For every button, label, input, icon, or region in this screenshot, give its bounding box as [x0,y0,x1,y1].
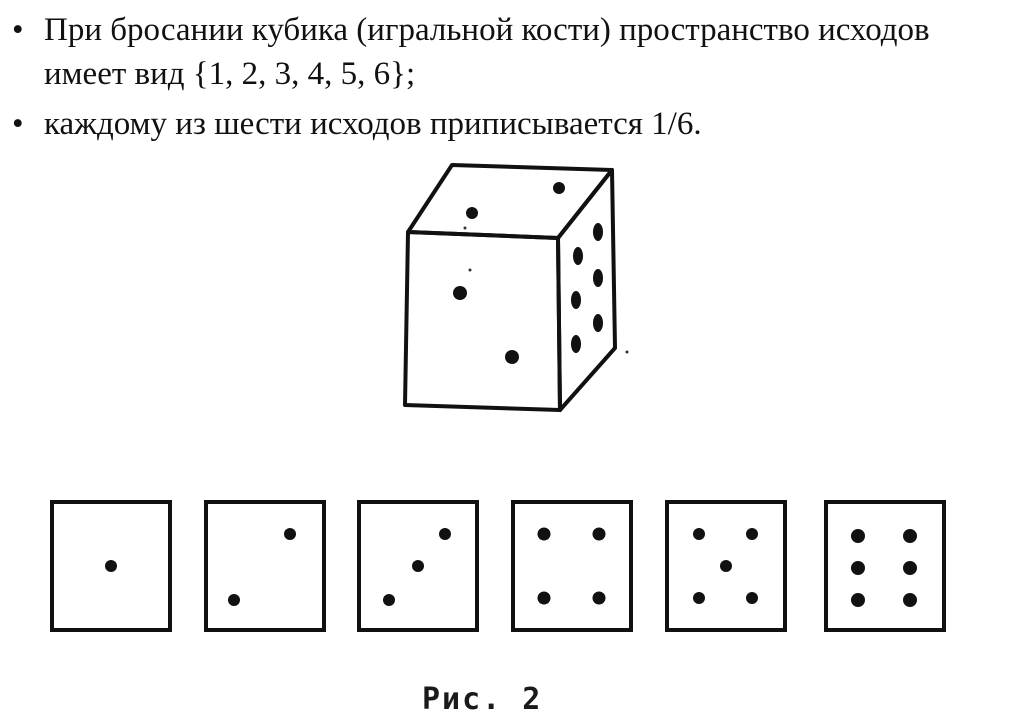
die-pip [593,528,606,541]
die-face-4 [513,502,631,630]
die-pip [439,528,451,540]
cube-side-pip [593,269,603,287]
cube-top-face [408,165,612,238]
cube-side-pip [571,291,581,309]
die-pip [284,528,296,540]
die-pip [228,594,240,606]
cube-front-pip [505,350,519,364]
die-pip [903,561,917,575]
figure-caption: Рис. 2 [422,682,543,717]
die-face-1 [52,502,170,630]
bullet-text: При бросании кубика (игральной кости) пространство исходов имеет вид {1, 2, 3, 4, 5, 6}; [44,12,930,92]
die-pip [538,528,551,541]
bullet-text: каждому из шести исходов приписывается 1/6. [44,106,702,142]
die-pip [851,593,865,607]
cube-side-pip [573,247,583,265]
cube-front-pip [453,286,467,300]
die-face-6 [826,502,944,630]
die-pip [412,560,424,572]
die-pip [383,594,395,606]
die-pip [903,529,917,543]
die-pip [538,592,551,605]
die-pip [720,560,732,572]
die-face-2 [206,502,324,630]
cube-side-pip [593,314,603,332]
die-pip [851,529,865,543]
die-pip [746,592,758,604]
die-pip [746,528,758,540]
bullet-item-sample-space [12,8,1012,96]
die-pip [693,592,705,604]
cube-side-pip [571,335,581,353]
bullet-marker: • [12,12,24,48]
bullet-marker: • [12,106,24,142]
cube-top-pip [553,182,565,194]
cube-side-pip [593,223,603,241]
die-pip [851,561,865,575]
cube-top-pip [466,207,478,219]
cube-front-face [405,232,560,410]
die-pip [593,592,606,605]
die-pip [903,593,917,607]
bullet-item-probability [12,102,1012,146]
bullet-list [12,8,1012,152]
die-face-5 [667,502,785,630]
cube-side-face [558,170,615,410]
die-pip [105,560,117,572]
die-pip [693,528,705,540]
die-face-3 [359,502,477,630]
